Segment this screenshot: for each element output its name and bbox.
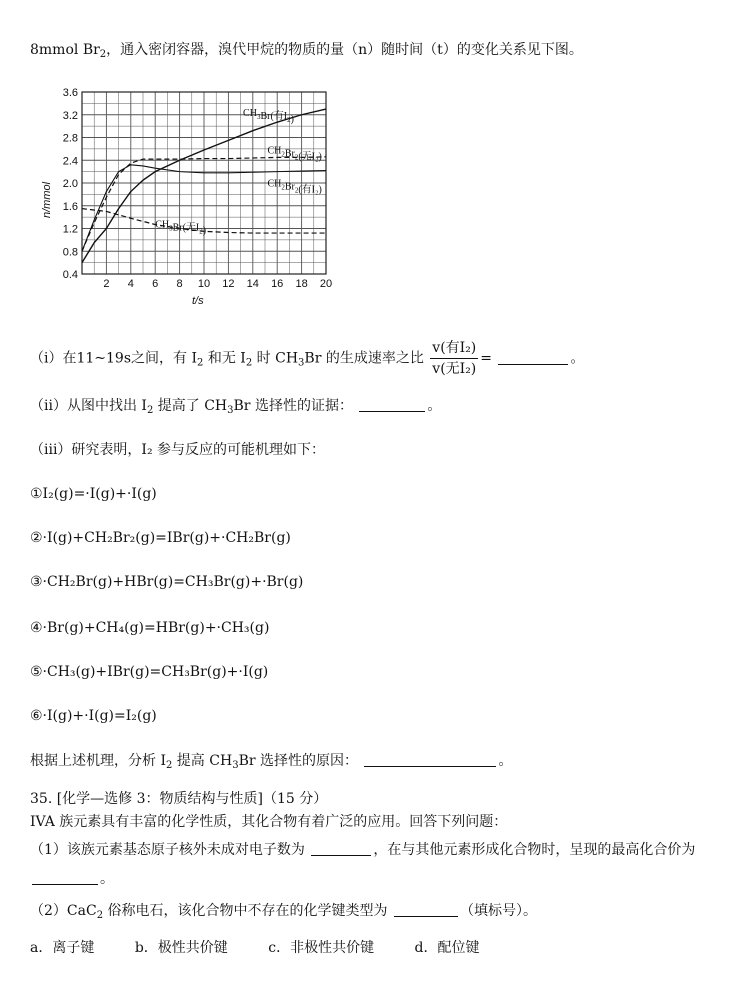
y-axis-label: n/mmol: [41, 181, 53, 218]
x-tick-label: 20: [319, 278, 333, 290]
q1-mid2: 时 CH: [252, 350, 299, 367]
x-tick-label: 4: [127, 278, 134, 290]
x-tick-label: 14: [246, 278, 259, 290]
rate-ratio-fraction: [430, 338, 478, 379]
x-tick-label: 10: [197, 278, 211, 290]
y-tick-label: 2.4: [62, 155, 78, 168]
mechanism-step-3: ③·CH₂Br(g)+HBr(g)=CH₃Br(g)+·Br(g): [30, 574, 304, 590]
p2-b: 俗称电石，该化合物中不存在的化学键类型为: [103, 903, 388, 919]
mechanism-step-4: ④·Br(g)+CH₄(g)=HBr(g)+·CH₃(g): [30, 620, 270, 636]
y-tick-label: 1.6: [62, 200, 78, 213]
analysis-line: 根据上述机理，分析 $I_2$ 提高 $CH_3Br$ 选择性的原因： 。: [30, 753, 513, 771]
x-tick-label: 8: [176, 278, 183, 290]
answer-blank-q1[interactable]: [498, 352, 568, 365]
y-tick-label: 0.8: [62, 246, 78, 259]
q1-prefix: （i）在11~19s之间，有 I: [30, 350, 198, 367]
option-a[interactable]: a．离子键: [30, 940, 95, 956]
analysis-prefix: 根据上述机理，分析 I: [30, 753, 166, 769]
q1-end: 。: [570, 350, 585, 367]
mechanism-step-1: ①I₂(g)=·I(g)+·I(g): [30, 486, 157, 502]
analysis-mid: 提高 CH: [172, 753, 233, 769]
intro-amount-sub: 2: [99, 49, 107, 60]
section-35-intro: IVA 族元素具有丰富的化学性质，其化合物有着广泛的应用。回答下列问题：: [30, 814, 508, 830]
p2-c: （填标号）。: [459, 903, 537, 919]
section-35-part-2: （2）CaC$_2$ 俗称电石，该化合物中不存在的化学键类型为 （填标号）。: [30, 903, 537, 921]
analysis-end: 。: [498, 753, 513, 769]
y-tick-label: 3.6: [62, 87, 78, 99]
intro-line: [30, 40, 583, 65]
analysis-rest: Br 选择性的原因：: [238, 753, 358, 769]
q1-rest: Br 的生成速率之比: [304, 350, 424, 367]
x-tick-label: 16: [271, 278, 284, 290]
p1-end: 。: [100, 871, 114, 887]
x-tick-label: 2: [103, 278, 110, 290]
section-35-part-1: [30, 840, 695, 860]
x-axis-label: t/s: [192, 295, 204, 307]
option-c[interactable]: c．非极性共价键: [268, 940, 375, 956]
section-35-part-1-cont: [30, 869, 114, 889]
mechanism-step-6: ⑥·I(g)+·I(g)=I₂(g): [30, 708, 157, 724]
y-tick-label: 1.2: [62, 223, 78, 236]
series-label-2: $CH_2Br_2$(无I₂): [267, 145, 322, 163]
p1-a: （1）该族元素基态原子核外未成对电子数为: [30, 842, 305, 858]
q2-prefix: （ii）从图中找出 I: [30, 398, 147, 414]
p2-a: （2）CaC: [30, 903, 97, 919]
section-35-title: 35. [化学—选修 3：物质结构与性质]（15 分）: [30, 791, 328, 807]
question-ii: （ii）从图中找出 $I_2$ 提高了 $CH_3Br$ 选择性的证据： 。: [30, 398, 442, 416]
p1-b: ，在与其他元素形成化合物时，呈现的最高化合价为: [373, 842, 696, 858]
series-label-4: $CH_3Br$(无$I_2$): [155, 219, 207, 237]
y-tick-label: 0.4: [62, 269, 78, 281]
mechanism-step-5: ⑤·CH₃(g)+IBr(g)=CH₃Br(g)+·I(g): [30, 664, 269, 680]
y-tick-label: 3.2: [62, 109, 78, 122]
fraction-numerator: v(有I₂): [432, 340, 477, 356]
y-tick-label: 2.0: [62, 178, 78, 190]
intro-amount: 8mmol Br: [30, 42, 100, 58]
x-tick-label: 12: [222, 278, 235, 290]
option-d[interactable]: d．配位键: [414, 940, 480, 956]
question-iii: （iii）研究表明，I₂ 参与反应的可能机理如下：: [30, 442, 326, 458]
line-chart: [40, 78, 340, 308]
answer-blank-p2[interactable]: [394, 904, 458, 917]
q2-mid: 提高了 CH: [153, 398, 228, 414]
options-row: [30, 938, 516, 958]
series-label-3: $CH_2Br_2$(有I₂): [267, 178, 322, 196]
intro-text: ，通入密闭容器，溴代甲烷的物质的量（n）随时间（t）的变化关系见下图。: [106, 42, 583, 58]
answer-blank-p1-b[interactable]: [32, 872, 98, 885]
q2-end: 。: [427, 398, 442, 414]
q2-rest: Br 选择性的证据：: [233, 398, 353, 414]
series-label-1: $CH_3Br$(有$I_2$): [243, 107, 294, 125]
fraction-denominator: v(无I₂): [430, 358, 478, 379]
answer-blank-p1-a[interactable]: [311, 843, 371, 856]
y-tick-label: 2.8: [62, 132, 78, 145]
q1-mid: 和无 I: [203, 350, 246, 367]
mechanism-step-2: ②·I(g)+CH₂Br₂(g)=IBr(g)+·CH₂Br(g): [30, 530, 291, 546]
question-i: （i）在11~19s之间，有 $I_2$ 和无 $I_2$ 时 $CH_3Br$ 的生成速率之比 $\frac{\text{v(有I₂)}}{\text{v(无I₂)}}$ = 。: [30, 340, 585, 377]
answer-blank-q2[interactable]: [359, 399, 425, 412]
option-b[interactable]: b．极性共价键: [134, 940, 228, 956]
q1-equals: =: [480, 350, 493, 367]
x-tick-label: 18: [295, 278, 308, 290]
answer-blank-analysis[interactable]: [364, 754, 496, 767]
x-tick-label: 6: [152, 278, 159, 290]
